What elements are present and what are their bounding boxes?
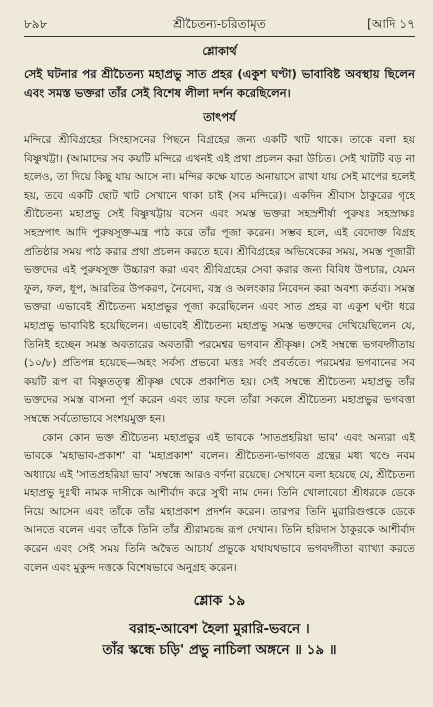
purport-body xyxy=(24,131,415,577)
verse-heading: শ্লোক ১৯ xyxy=(193,593,246,610)
verse-line: তাঁর স্কন্ধে চড়ি' প্রভু নাচিলা অঙ্গনে ॥ ১৯ ॥ xyxy=(102,642,337,659)
chapter-reference: [আদি ১৭ xyxy=(367,17,415,31)
purport-heading: তাৎপর্য xyxy=(203,110,236,124)
header-rule xyxy=(24,36,415,37)
verse-line: বরাহ-আবেশ হৈলা মুরারি-ভবনে । xyxy=(129,621,310,638)
page-header xyxy=(24,14,415,36)
purport-paragraph: মন্দিরে শ্রীবিগ্রহের সিংহাসনের পিছনে বিগ্রহের জন্য একটি খাট থাকে। তাকে বলা হয় বিষ্ণুখট্টা। (আমাদের সব কয়টি মন্দিরে এখনই এই প্রথা প্রচলন করা উচিত। সেই খাটটি বড় না হলেও, তা দিয়ে কিছু যায় আসে না। মন্দির কক্ষে যাতে অনায়াসে রাখা যায় সেই মাপের হলেই হয়, তবে একটি ছোট খাট সেখানে থাকা চাই (সব মন্দিরে)। একদিন শ্রীবাস ঠাকুরের গৃহে শ্রীচৈতন্য মহাপ্রভু সেই বিষ্ণুখট্টায় বসেন এবং সমস্ত ভক্তরা সহস্রশীর্ষা পুরুষঃ সহস্রাক্ষঃ সহস্রপাৎ আদি পুরুষসূক্ত-মন্ত্র পাঠ করে তাঁর পূজা করেন। সম্ভব হলে, এই বেদোক্ত বিগ্রহ প্রতিষ্ঠার সময় পাঠ করার প্রথা প্রচলন করতে হবে। শ্রীবিগ্রহের অভিষেকের সময়, সমস্ত পূজারী ভক্তদের এই পুরুষসূক্ত উচ্চারণ করা এবং শ্রীবিগ্রহের সেবা করার জন্য বিবিধ উপচার, যেমন ফুল, ফল, ধূপ, আরতির উপকরণ, নৈবেদ্য, বস্ত্র ও অলংকার নিবেদন করা অবশ্য কর্তব্য। সমস্ত ভক্তরা এভাবেই শ্রীচৈতন্য মহাপ্রভুর পূজা করেছিলেন এবং সাত প্রহর বা একুশ ঘণ্টা ধরে মহাপ্রভু ভাবাবিষ্ট হয়েছিলেন। এভাবেই শ্রীচৈতন্য মহাপ্রভু সমস্ত ভক্তদের দেখিয়েছিলেন যে, তিনিই হচ্ছেন সমস্ত অবতারের অবতারী পরমেশ্বর ভগবান শ্রীকৃষ্ণ। সেই সম্বন্ধে ভগবদ্গীতায় (১০/৮) প্রতিপন্ন হয়েছে—অহং সর্বস্য প্রভবো মত্তঃ সর্বং প্রবর্ততে। পরমেশ্বর ভগবানের সব কয়টি রূপ বা বিষ্ণুতত্ত্ব শ্রীকৃষ্ণ থেকে প্রকাশিত হয়। সেই সম্বন্ধে শ্রীচৈতন্য মহাপ্রভু তাঁর ভক্তদের সমস্ত বাসনা পূর্ণ করেন এবং তার ফলে তাঁরা সকলে শ্রীচৈতন্য মহাপ্রভুর ভগবত্তা সম্বন্ধে সর্বতোভাবে সংশয়মুক্ত হন। xyxy=(24,134,415,425)
page-number: ৮৯৮ xyxy=(24,17,48,31)
translation-heading: শ্লোকার্থ xyxy=(202,44,237,58)
purport-paragraph: কোন কোন ভক্ত শ্রীচৈতন্য মহাপ্রভুর এই ভাবকে 'সাতপ্রহরিয়া ভাব' এবং অন্যরা এই ভাবকে 'মহাভাব-প্রকাশ' বা 'মহাপ্রকাশ' বলেন। শ্রীচৈতন্য-ভাগবত গ্রন্থের মধ্য খণ্ডে নবম অধ্যায়ে এই 'সাতপ্রহরিয়া ভাব' সম্বন্ধে আরও বর্ণনা রয়েছে। সেখানে বলা হয়েছে যে, শ্রীচৈতন্য মহাপ্রভু দুঃখী নামক দাসীকে আশীর্বাদ করে সুখী নাম দেন। তিনি খোলাবেচা শ্রীধরকে ডেকে নিয়ে আসেন এবং তাঁকে তাঁর মহাপ্রকাশ প্রদর্শন করেন। তারপর তিনি মুরারিগুপ্তকে ডেকে আনতে বলেন এবং তাঁকে তিনি তাঁর শ্রীরামচন্দ্র রূপ দেখান। তিনি হরিদাস ঠাকুরকে আশীর্বাদ করেন এবং সেই সময় তিনি অদ্বৈত আচার্য প্রভুকে যথাযথভাবে ভগবদ্গীতা ব্যাখ্যা করতে বলেন এবং মুকুন্দ দত্তকে বিশেষভাবে অনুগ্রহ করেন। xyxy=(24,431,415,574)
translation-text: সেই ঘটনার পর শ্রীচৈতন্য মহাপ্রভু সাত প্রহর (একুশ ঘণ্টা) ভাবাবিষ্ট অবস্থায় ছিলেন এবং সমস্ত ভক্তরা তাঁর সেই বিশেষ লীলা দর্শন করেছিলেন। xyxy=(24,67,415,100)
book-title: শ্রীচৈতন্য-চরিতামৃত xyxy=(173,17,266,31)
